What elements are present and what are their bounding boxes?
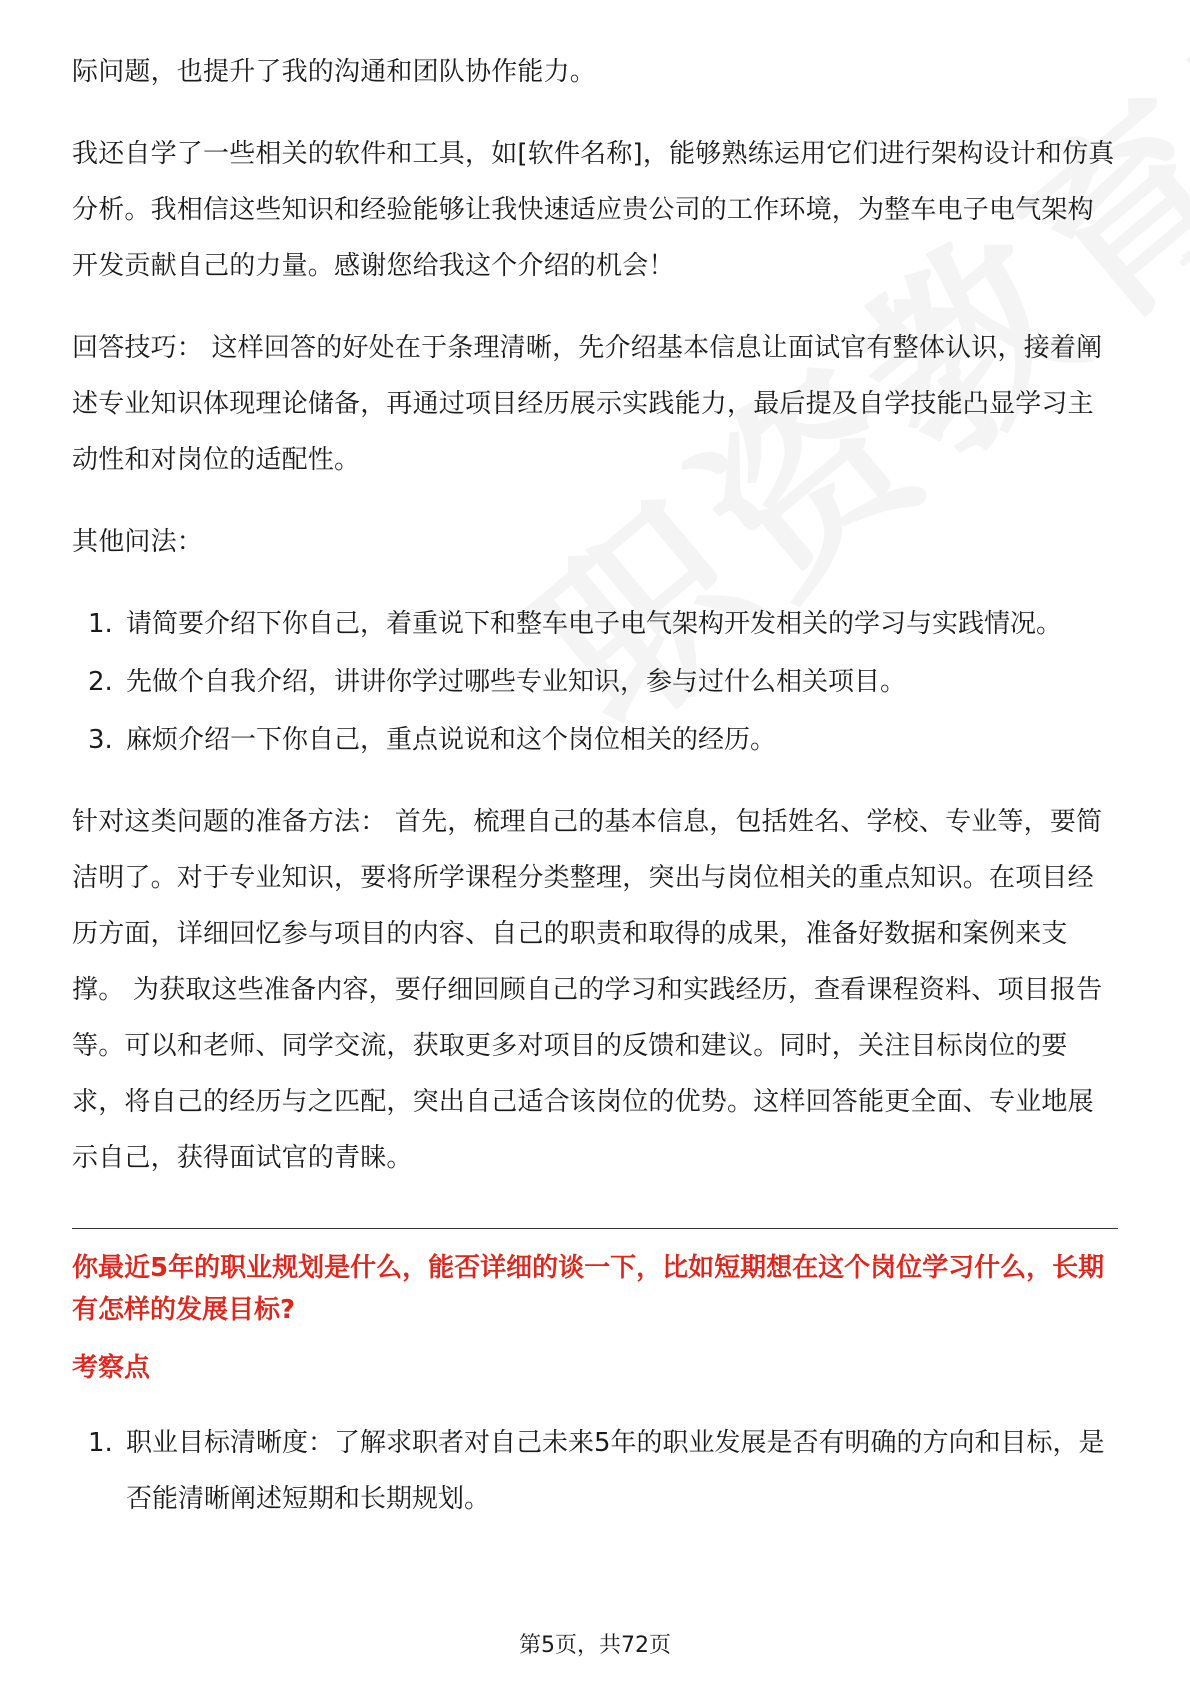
list-item xyxy=(72,596,1118,652)
paragraph-self-study: 我还自学了一些相关的软件和工具，如[软件名称]，能够熟练运用它们进行架构设计和仿真分析。我相信这些知识和经验能够让我快速适应贵公司的工作环境，为整车电子电气架构开发贡献自己的力量。感谢您给我这个介绍的机会！ xyxy=(72,139,1115,281)
paragraph-continuation: 际问题，也提升了我的沟通和团队协作能力。 xyxy=(72,57,597,87)
list-item xyxy=(72,712,1118,768)
document-body xyxy=(72,44,1118,1527)
list-number: 3. xyxy=(88,725,113,755)
paragraph-preparation-method: 针对这类问题的准备方法： 首先，梳理自己的基本信息，包括姓名、学校、专业等，要简洁明了。对于专业知识，要将所学课程分类整理，突出与岗位相关的重点知识。在项目经历方面，详细回忆参与项目的内容、自己的职责和取得的成果，准备好数据和案例来支撑。 为获取这些准备内容，要仔细回顾自己的学习和实践经历，查看课程资料、项目报告等。可以和老师、同学交流，获取更多对项目的反馈和建议。同时，关注目标岗位的要求，将自己的经历与之匹配，突出自己适合该岗位的优势。这样回答能更全面、专业地展示自己，获得面试官的青睐。 xyxy=(72,807,1103,1173)
page-footer: 第5页，共72页 xyxy=(519,1633,671,1658)
section-divider xyxy=(72,1228,1118,1229)
paragraph-other-questions-heading: 其他问法： xyxy=(72,527,204,557)
list-item-text: 职业目标清晰度：了解求职者对自己未来5年的职业发展是否有明确的方向和目标，是否能清晰阐述短期和长期规划。 xyxy=(126,1428,1105,1514)
list-item-text: 先做个自我介绍，讲讲你学过哪些专业知识，参与过什么相关项目。 xyxy=(126,667,907,697)
list-item xyxy=(72,654,1118,710)
list-number: 1. xyxy=(88,609,113,639)
list-item-text: 请简要介绍下你自己，着重说下和整车电子电气架构开发相关的学习与实践情况。 xyxy=(126,609,1063,639)
list-number: 1. xyxy=(88,1428,113,1458)
list-item-text: 麻烦介绍一下你自己，重点说说和这个岗位相关的经历。 xyxy=(126,725,777,755)
paragraph-answer-tips: 回答技巧： 这样回答的好处在于条理清晰，先介绍基本信息让面试官有整体认识，接着阐述专业知识体现理论储备，再通过项目经历展示实践能力，最后提及自学技能凸显学习主动性和对岗位的适配性。 xyxy=(72,333,1103,475)
list-number: 2. xyxy=(88,667,113,697)
other-questions-list xyxy=(72,596,1118,768)
interview-question-heading: 你最近5年的职业规划是什么，能否详细的谈一下，比如短期想在这个岗位学习什么，长期有怎样的发展目标? xyxy=(72,1253,1105,1325)
focus-points-heading: 考察点 xyxy=(72,1353,151,1383)
focus-points-list xyxy=(72,1415,1118,1527)
list-item xyxy=(72,1415,1118,1527)
